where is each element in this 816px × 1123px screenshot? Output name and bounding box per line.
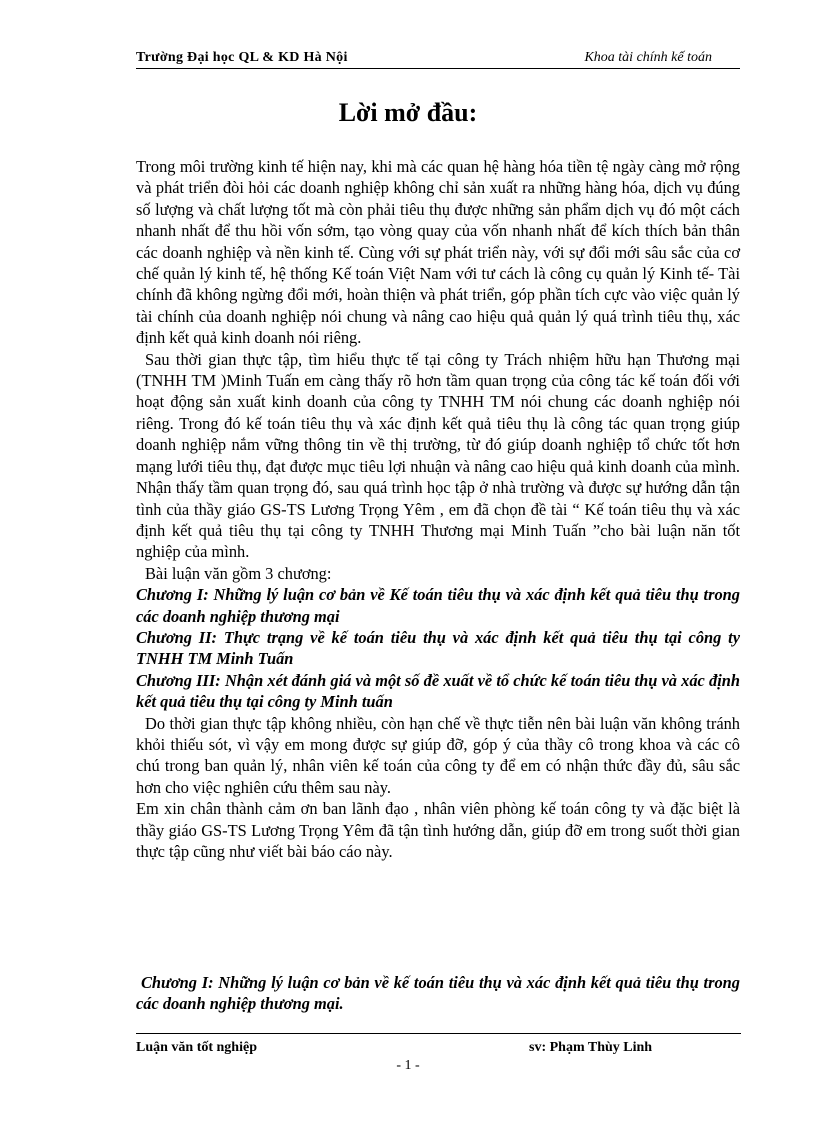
page-header [136, 50, 740, 69]
document-title: Lời mở đầu: [338, 98, 478, 127]
chapter-2-summary: Chương II: Thực trạng về kế toán tiêu thụ và xác định kết quả tiêu thụ tại công ty TNHH TM Minh Tuấn [136, 627, 740, 669]
page-footer [136, 1040, 740, 1058]
paragraph-structure: Bài luận văn gồm 3 chương: [145, 563, 332, 583]
chapter-1-summary: Chương I: Những lý luận cơ bản về Kế toán tiêu thụ và xác định kết quả tiêu thụ trong các doanh nghiệp thương mại [136, 585, 740, 626]
footer-thesis-label: Luận văn tốt nghiệp [136, 1040, 257, 1055]
paragraph-thanks: Em xin chân thành cảm ơn ban lãnh đạo , nhân viên phòng kế toán công ty và đặc biệt là thầy giáo GS-TS Lương Trọng Yêm đã tận tình hướng dẫn, giúp đỡ em trong suốt thời gian thực tập cũng như viết bài báo cáo này. [136, 799, 740, 861]
header-university: Trường Đại học QL & KD Hà Nội [136, 50, 348, 65]
paragraph-internship: Sau thời gian thực tập, tìm hiểu thực tế tại công ty Trách nhiệm hữu hạn Thương mại (TNHH TM )Minh Tuấn em càng thấy rõ hơn tầm quan trọng của công tác kế toán đối với hoạt động sản xuất kinh doanh của công ty TNHH TM nói chung các doanh nghiệp nói riêng. Trong đó kế toán tiêu thụ và xác định kết quả tiêu thụ là công tác quan trọng giúp doanh nghiệp nắm vững thông tin về thị trường, từ đó giúp doanh nghiệp tổ chức tốt hơn mạng lưới tiêu thụ, đạt được mục tiêu lợi nhuận và nâng cao hiệu quả kinh doanh của mình. Nhận thấy tầm quan trọng đó, sau quá trình học tập ở nhà trường và được sự hướng dẫn tận tình của thầy giáo GS-TS Lương Trọng Yêm , em đã chọn đề tài “ Kế toán tiêu thụ và xác định kết quả tiêu thụ tại công ty TNHH Thương mại Minh Tuấn ”cho bài luận năn tốt nghiệp của mình. [136, 349, 740, 562]
chapter-3-summary: Chương III: Nhận xét đánh giá và một số đề xuất về tổ chức kế toán tiêu thụ và xác định kết quả tiêu thụ tại công ty Minh tuấn [136, 670, 740, 712]
footer-divider [136, 1033, 741, 1034]
document-body [136, 156, 740, 862]
page-number: - 1 - [396, 1058, 420, 1073]
header-faculty: Khoa tài chính kế toán [584, 50, 712, 65]
footer-student-name: sv: Phạm Thùy Linh [529, 1040, 653, 1055]
paragraph-limitations: Do thời gian thực tập không nhiều, còn hạn chế về thực tiễn nên bài luận văn không tránh khỏi thiếu sót, vì vậy em mong được sự giúp đỡ, góp ý của thầy cô trong khoa và các cô chú trong ban quản lý, nhân viên kế toán của công ty để em có nhận thức đầy đủ, sâu sắc hơn cho việc nghiên cứu thêm sau này. [136, 713, 740, 797]
chapter-1-heading: Chương I: Những lý luận cơ bản về kế toán tiêu thụ và xác định kết quả tiêu thụ trong các doanh nghiệp thương mại. [136, 973, 740, 1014]
paragraph-intro: Trong môi trường kinh tế hiện nay, khi mà các quan hệ hàng hóa tiền tệ ngày càng mở rộng và phát triển đòi hỏi các doanh nghiệp không chỉ sản xuất ra những hàng hóa, dịch vụ đúng số lượng và chất lượng tốt mà còn phải tiêu thụ được những sản phẩm dịch vụ đó một cách nhanh nhất để thu hồi vốn sớm, tạo vòng quay của vốn nhanh nhất để kích thích bản thân các doanh nghiệp và nền kinh tế. Cùng với sự phát triển này, với sự đổi mới sâu sắc của cơ chế quản lý kinh tế, hệ thống Kế toán Việt Nam với tư cách là công cụ quản lý Kinh tế- Tài chính đã không ngừng đổi mới, hoàn thiện và phát triển, góp phần tích cực vào việc quản lý tài chính của doanh nghiệp nói chung và nâng cao hiệu quả quản lý quá trình tiêu thụ, xác định kết quả kinh doanh nói riêng. [136, 157, 740, 348]
